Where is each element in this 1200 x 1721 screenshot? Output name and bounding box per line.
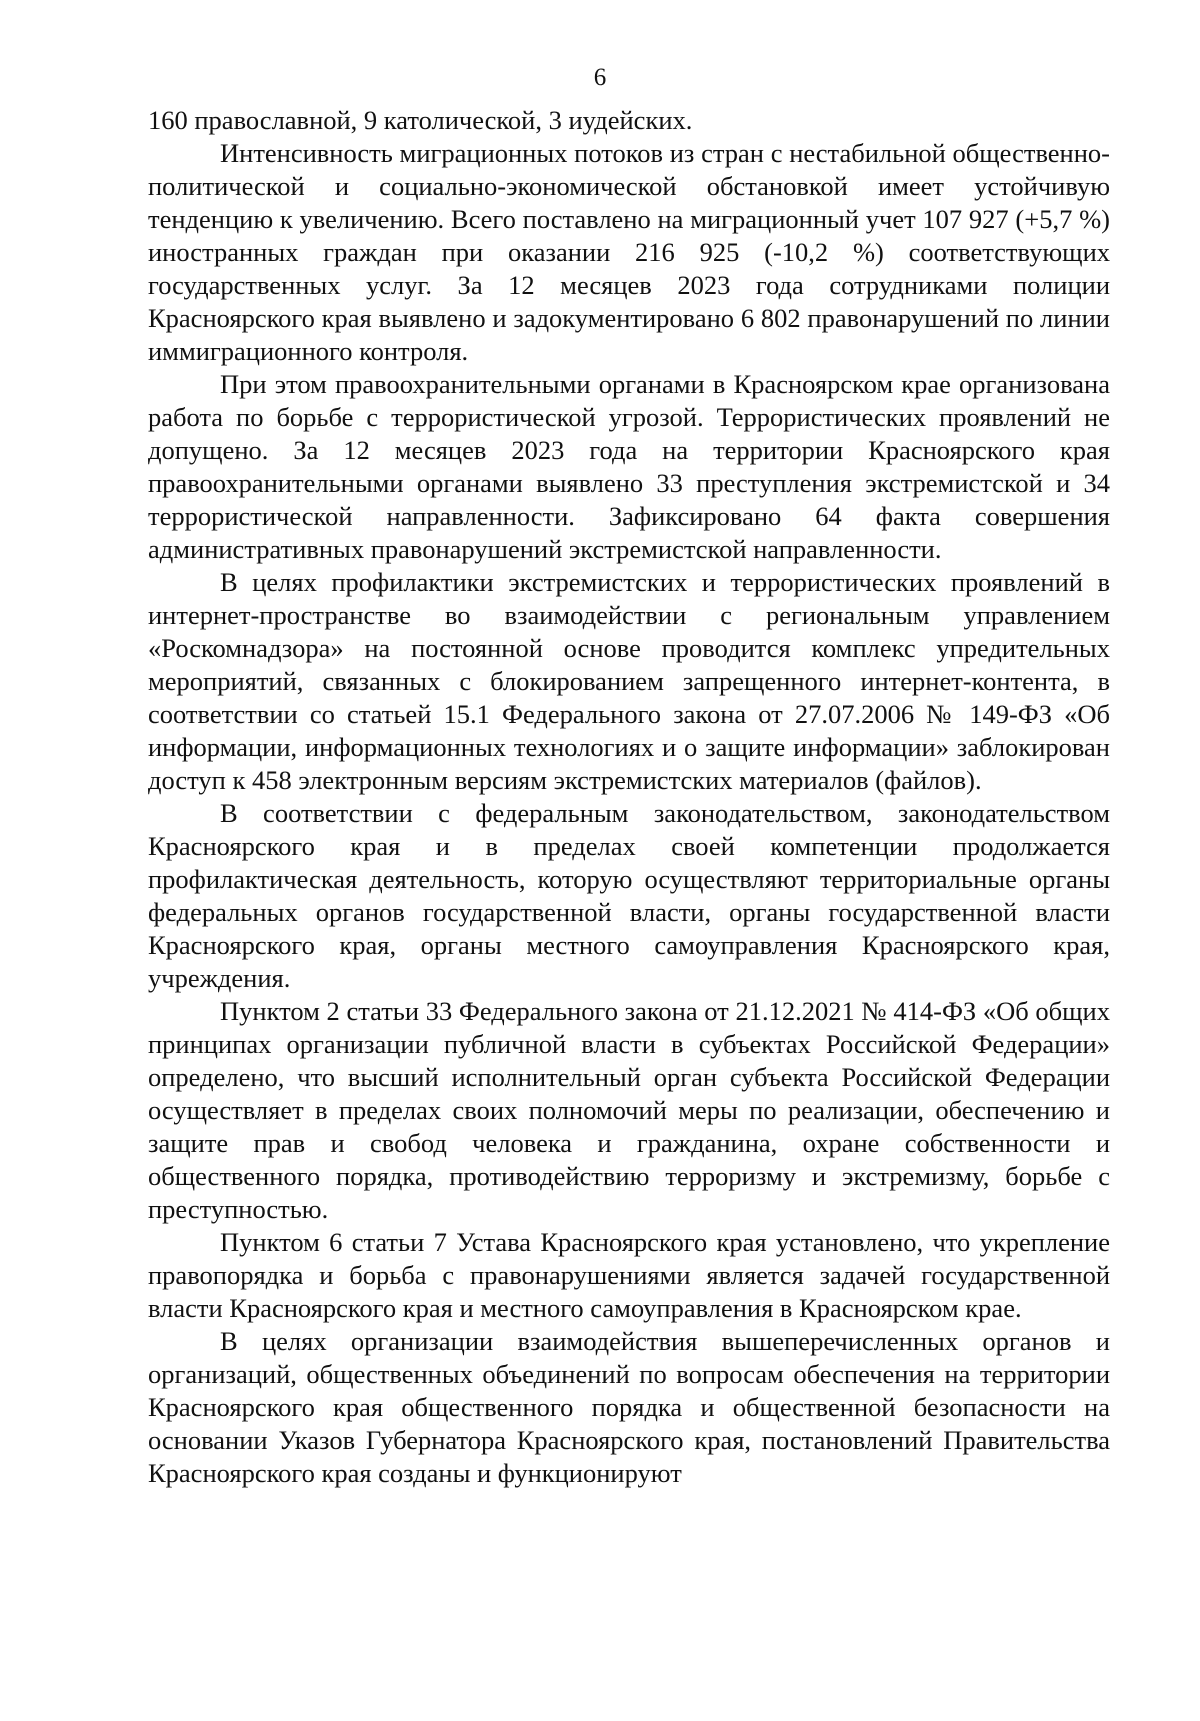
paragraph-continuation: 160 православной, 9 католической, 3 иудейских. xyxy=(148,105,693,135)
paragraph-terrorism: При этом правоохранительными органами в Красноярском крае организована работа по борьбе с террористической угрозой. Террористических проявлений не допущено. За 12 месяцев 2023 года на территории Красноярского края правоохранительными органами выявлено 33 преступления экстремистской и 34 террористической направленности. Зафиксировано 64 факта совершения административных правонарушений экстремистской направленности. xyxy=(148,369,1110,564)
paragraph-migration: Интенсивность миграционных потоков из стран с нестабильной общественно-политической и социально-экономической обстановкой имеет устойчивую тенденцию к увеличению. Всего поставлено на миграционный учет 107 927 (+5,7 %) иностранных граждан при оказании 216 925 (-10,2 %) соответствующих государственных услуг. За 12 месяцев 2023 года сотрудниками полиции Красноярского края выявлено и задокументировано 6 802 правонарушений по линии иммиграционного контроля. xyxy=(148,138,1110,366)
paragraph-federal-legislation: В соответствии с федеральным законодательством, законодательством Красноярского края и в пределах своей компетенции продолжается профилактическая деятельность, которую осуществляют территориальные органы федеральных органов государственной власти, органы государственной власти Красноярского края, органы местного самоуправления Красноярского края, учреждения. xyxy=(148,798,1110,993)
page-number: 6 xyxy=(593,64,607,91)
paragraph-internet-prevention: В целях профилактики экстремистских и террористических проявлений в интернет-пространстве во взаимодействии с региональным управлением «Роскомнадзора» на постоянной основе проводится комплекс упредительных мероприятий, связанных с блокированием запрещенного интернет-контента, в соответствии со статьей 15.1 Федерального закона от 27.07.2006 № 149-ФЗ «Об информации, информационных технологиях и о защите информации» заблокирован доступ к 458 электронным версиям экстремистских материалов (файлов). xyxy=(148,567,1110,795)
paragraph-charter: Пунктом 6 статьи 7 Устава Красноярского края установлено, что укрепление правопорядка и борьба с правонарушениями является задачей государственной власти Красноярского края и местного самоуправления в Красноярском крае. xyxy=(148,1227,1110,1323)
paragraph-federal-law-414: Пунктом 2 статьи 33 Федерального закона от 21.12.2021 № 414-ФЗ «Об общих принципах организации публичной власти в субъектах Российской Федерации» определено, что высший исполнительный орган субъекта Российской Федерации осуществляет в пределах своих полномочий меры по реализации, обеспечению и защите прав и свобод человека и гражданина, охране собственности и общественного порядка, противодействию терроризму и экстремизму, борьбе с преступностью. xyxy=(148,996,1110,1224)
document-body xyxy=(148,104,1110,1490)
paragraph-interaction: В целях организации взаимодействия вышеперечисленных органов и организаций, общественных объединений по вопросам обеспечения на территории Красноярского края общественного порядка и общественной безопасности на основании Указов Губернатора Красноярского края, постановлений Правительства Красноярского края созданы и функционируют xyxy=(148,1326,1110,1488)
